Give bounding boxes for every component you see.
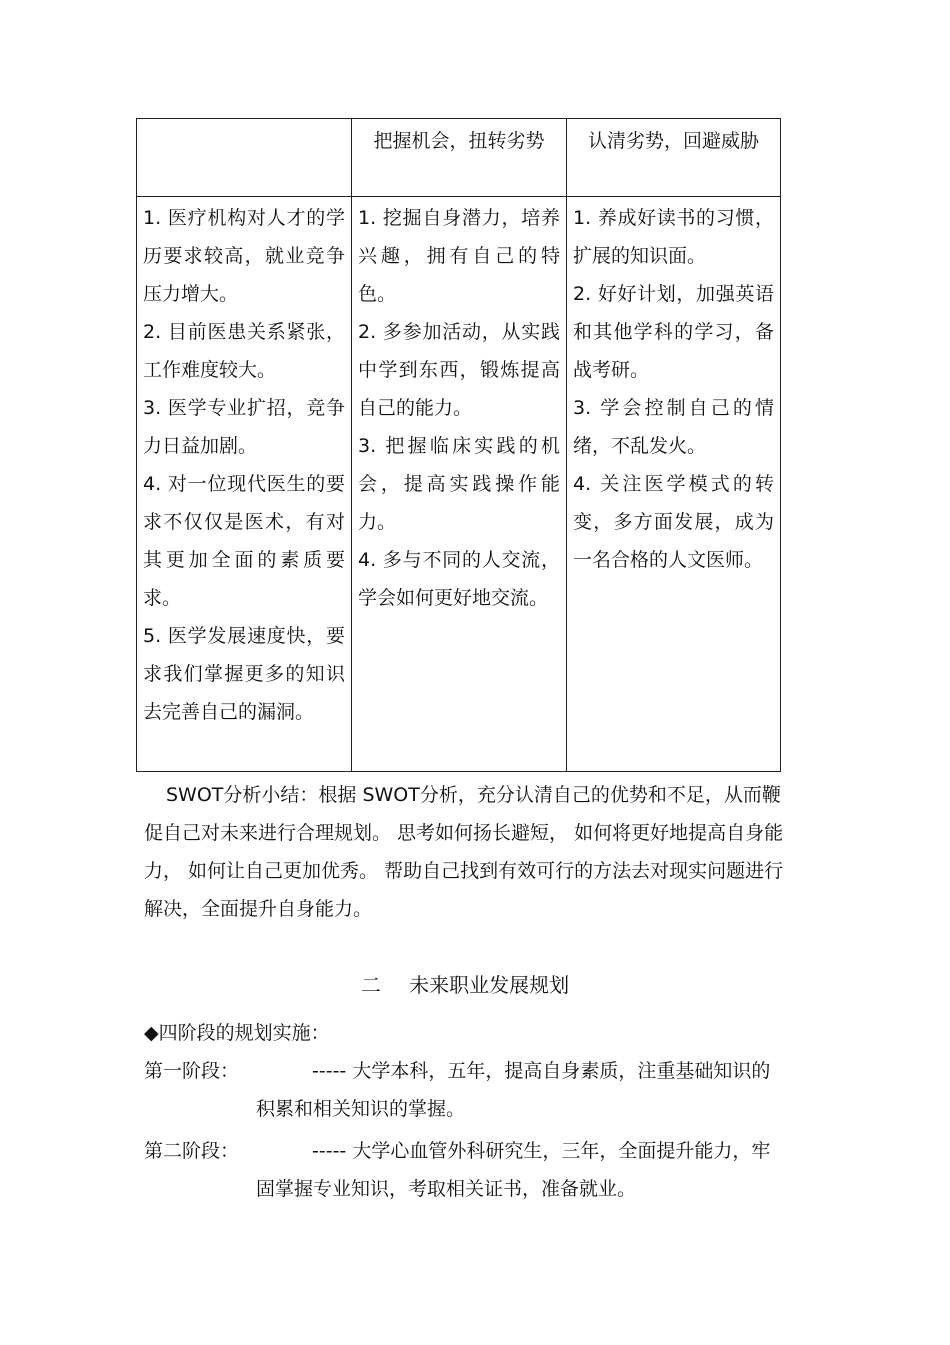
list-item: 3. 学会控制自己的情绪，不乱发火。 [573, 397, 774, 457]
section-title: 二 未来职业发展规划 [360, 973, 570, 997]
table-header-row [137, 119, 781, 197]
list-item: 1. 医疗机构对人才的学历要求较高，就业竞争压力增大。 [143, 207, 345, 305]
list-item: 4. 对一位现代医生的要求不仅仅是医术，有对其更加全面的素质要求。 [143, 473, 345, 609]
table-header-cell: 认清劣势，回避威胁 [567, 119, 781, 197]
plan-heading: ◆四阶段的规划实施： [144, 1022, 330, 1044]
swot-summary-paragraph [144, 776, 794, 928]
list-item: 4. 关注医学模式的转变，多方面发展，成为一名合格的人文医师。 [573, 473, 774, 571]
list-item: 1. 养成好读书的习惯，扩展的知识面。 [573, 207, 774, 267]
list-item: 3. 医学专业扩招，竞争力日益加剧。 [143, 397, 345, 457]
list-item: 5. 医学发展速度快，要求我们掌握更多的知识去完善自己的漏洞。 [143, 625, 345, 723]
list-item: 2. 目前医患关系紧张，工作难度较大。 [143, 321, 345, 381]
list-item: 4. 多与不同的人交流，学会如何更好地交流。 [358, 549, 560, 609]
summary-text: SWOT分析小结：根据 SWOT分析，充分认清自己的优势和不足，从而鞭促自己对未来进行合理规划。 思考如何扬长避短， 如何将更好地提高自身能力， 如何让自己更加优秀。 帮助自己找到有效可行的方法去对现实问题进行解决，全面提升自身能力。 [144, 784, 784, 920]
swot-table [136, 118, 781, 772]
stage-text: ----- 大学心血管外科研究生，三年，全面提升能力，牢固掌握专业知识，考取相关证书，准备就业。 [256, 1140, 771, 1200]
threats-cell [137, 197, 352, 772]
table-header-cell: 把握机会，扭转劣势 [352, 119, 567, 197]
stage-label: 第一阶段： [144, 1060, 240, 1082]
stage-label: 第二阶段： [144, 1140, 240, 1162]
list-item: 1. 挖掘自身潜力，培养兴趣，拥有自己的特色。 [358, 207, 560, 305]
table-row [137, 197, 781, 772]
table-header-cell [137, 119, 352, 197]
list-item: 2. 好好计划，加强英语和其他学科的学习，备战考研。 [573, 283, 774, 381]
avoid-threat-strategy-cell [567, 197, 781, 772]
list-item: 2. 多参加活动，从实践中学到东西，锻炼提高自己的能力。 [358, 321, 560, 419]
stage-text: ----- 大学本科，五年，提高自身素质，注重基础知识的积累和相关知识的掌握。 [256, 1060, 771, 1120]
list-item: 3. 把握临床实践的机会，提高实践操作能力。 [358, 435, 560, 533]
opportunity-strategy-cell [352, 197, 567, 772]
stage-item [144, 1132, 794, 1212]
stage-item [144, 1052, 794, 1132]
